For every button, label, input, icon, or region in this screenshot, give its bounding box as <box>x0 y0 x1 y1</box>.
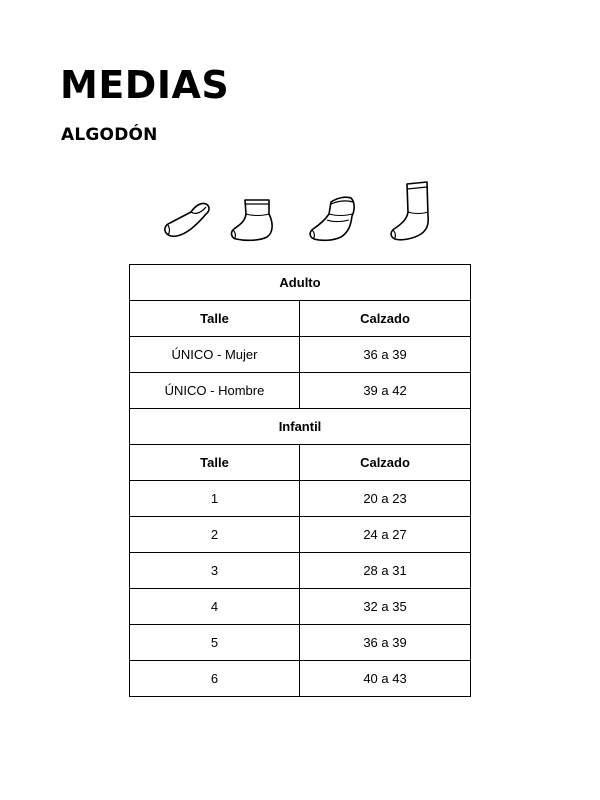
calzado-cell: 20 a 23 <box>300 481 471 517</box>
col-calzado-header: Calzado <box>300 301 471 337</box>
table-row <box>130 625 471 661</box>
table-row <box>130 589 471 625</box>
crew-sock-icon <box>383 178 439 246</box>
talle-cell: 5 <box>130 625 300 661</box>
talle-cell: 3 <box>130 553 300 589</box>
col-talle-header: Talle <box>130 445 300 481</box>
calzado-cell: 24 a 27 <box>300 517 471 553</box>
table-row <box>130 517 471 553</box>
table-row <box>130 337 471 373</box>
table-row <box>130 553 471 589</box>
talle-cell: 2 <box>130 517 300 553</box>
col-talle-header: Talle <box>130 301 300 337</box>
calzado-cell: 28 a 31 <box>300 553 471 589</box>
talle-cell: ÚNICO - Hombre <box>130 373 300 409</box>
table-column-header <box>130 445 471 481</box>
table-section-header <box>130 409 471 445</box>
adult-section-heading: Adulto <box>130 265 471 301</box>
calzado-cell: 32 a 35 <box>300 589 471 625</box>
ankle-sock-icon <box>227 194 279 244</box>
size-table <box>129 264 471 697</box>
col-calzado-header: Calzado <box>300 445 471 481</box>
calzado-cell: 36 a 39 <box>300 337 471 373</box>
quarter-sock-icon <box>305 192 361 246</box>
page-subtitle: ALGODÓN <box>61 125 158 145</box>
calzado-cell: 36 a 39 <box>300 625 471 661</box>
calzado-cell: 40 a 43 <box>300 661 471 697</box>
talle-cell: 1 <box>130 481 300 517</box>
talle-cell: ÚNICO - Mujer <box>130 337 300 373</box>
sock-icons-row <box>155 178 445 248</box>
table-row <box>130 373 471 409</box>
table-column-header <box>130 301 471 337</box>
table-row <box>130 661 471 697</box>
table-row <box>130 481 471 517</box>
page-title: MEDIAS <box>60 63 230 107</box>
talle-cell: 4 <box>130 589 300 625</box>
calzado-cell: 39 a 42 <box>300 373 471 409</box>
talle-cell: 6 <box>130 661 300 697</box>
table-section-header <box>130 265 471 301</box>
no-show-sock-icon <box>161 198 213 242</box>
kids-section-heading: Infantil <box>130 409 471 445</box>
